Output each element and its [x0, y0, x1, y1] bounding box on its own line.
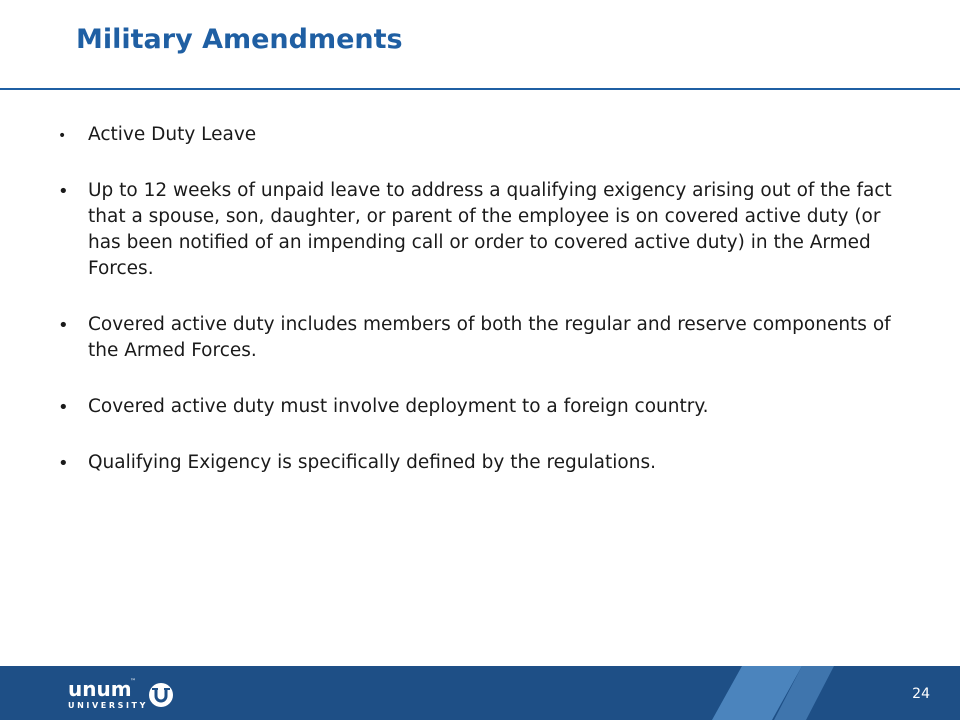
- unum-university-logo: [68, 678, 188, 718]
- bullet-item: [54, 450, 894, 476]
- slide-title: Military Amendments: [76, 24, 403, 55]
- bullet-icon: •: [58, 128, 67, 144]
- logo-trademark: ™: [130, 678, 136, 685]
- bullet-text: Qualifying Exigency is specifically defined by the regulations.: [88, 452, 656, 473]
- bullet-icon: •: [58, 453, 69, 474]
- bullet-text: Covered active duty must involve deployment to a foreign country.: [88, 396, 709, 417]
- title-divider: [0, 88, 960, 90]
- bullet-icon: •: [58, 397, 69, 418]
- bullet-item: [54, 178, 894, 282]
- bullet-text: Up to 12 weeks of unpaid leave to address a qualifying exigency arising out of the fact that a spouse, son, daughter, or parent of the employee is on covered active duty (or has been notified of an impending call or order to covered active duty) in the Armed Forces.: [88, 180, 892, 279]
- university-badge-icon: [148, 682, 174, 708]
- bullet-icon: •: [58, 181, 69, 202]
- bullet-text: Covered active duty includes members of both the regular and reserve components of the Armed Forces.: [88, 314, 891, 361]
- logo-subtitle: UNIVERSITY: [68, 701, 148, 710]
- logo-wordmark: unum: [68, 677, 132, 701]
- bullet-list: [54, 122, 894, 476]
- bullet-item: [54, 312, 894, 364]
- bullet-text: Active Duty Leave: [88, 124, 257, 145]
- bullet-item: [54, 394, 894, 420]
- bullet-icon: •: [58, 315, 69, 336]
- bullet-item: [54, 122, 894, 148]
- page-number: 24: [912, 686, 930, 702]
